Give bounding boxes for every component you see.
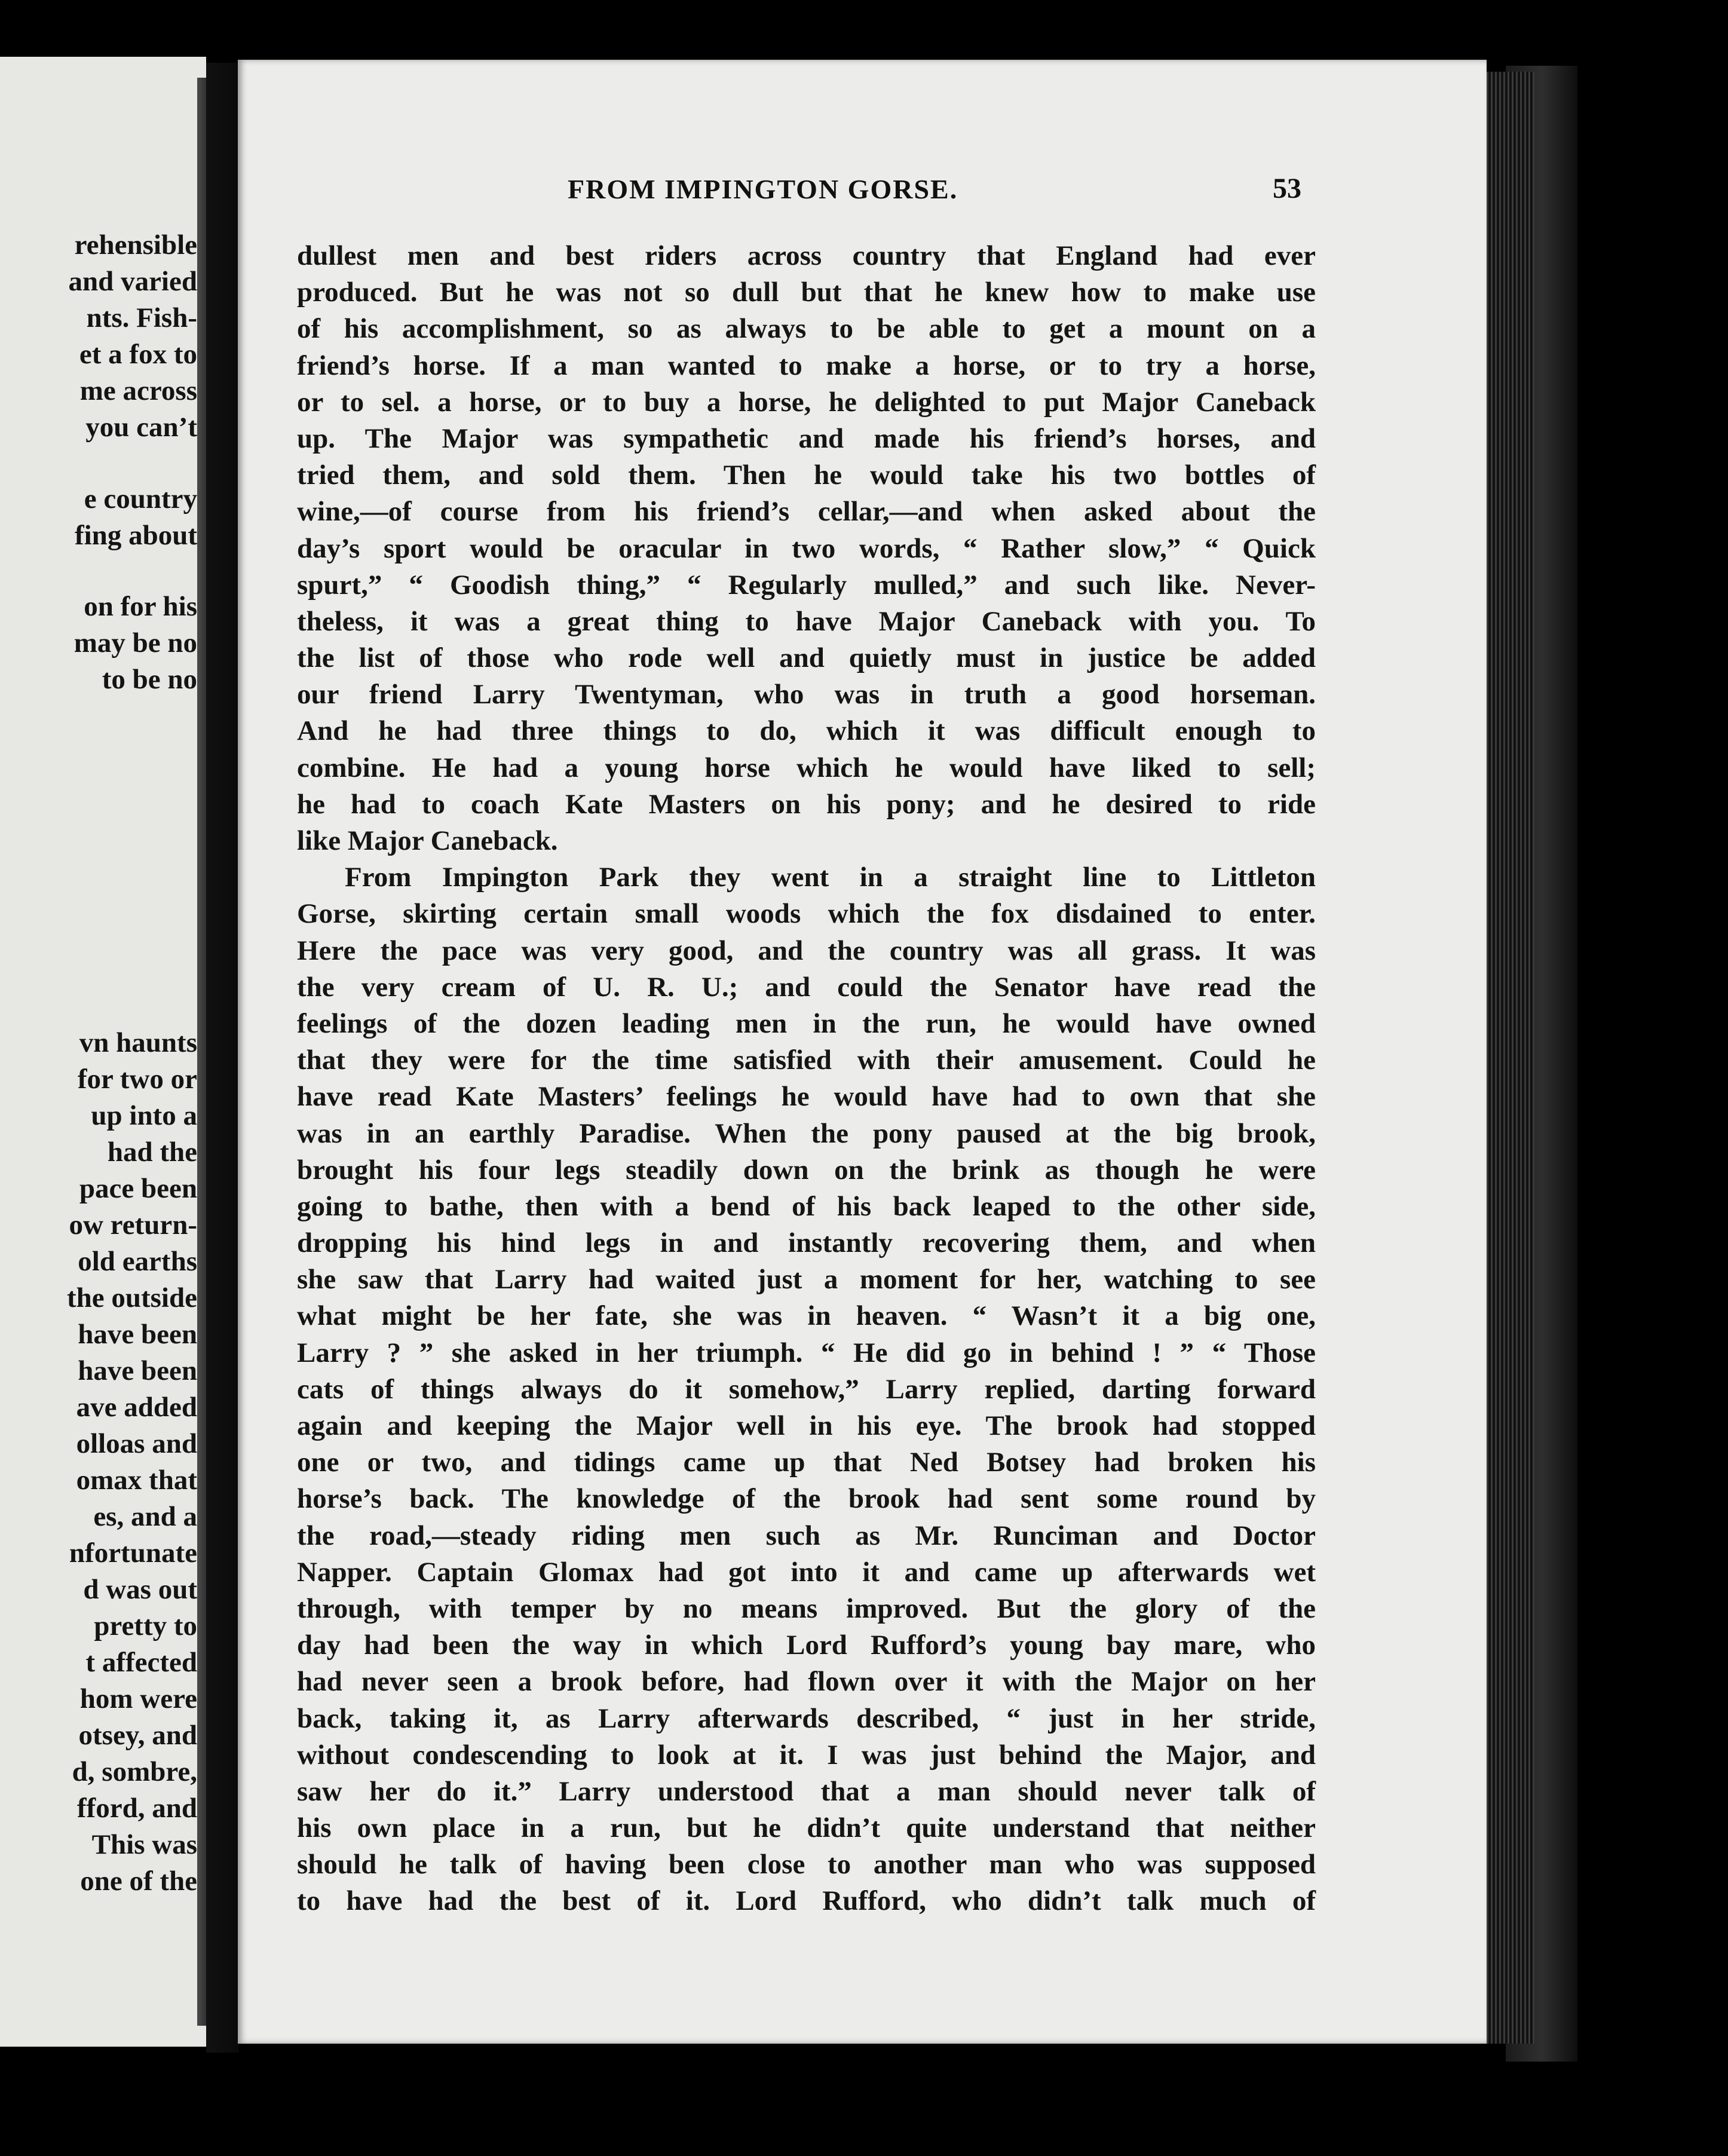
body-line: Napper. Captain Glomax had got into it and came up afterwards wet [297,1556,1316,1588]
left-page-line: d was out [83,1574,197,1605]
left-page-line: for two or [77,1064,197,1095]
body-line: without condescending to look at it. I was just behind the Major, and [297,1739,1316,1771]
body-line: And he had three things to do, which it was difficult enough to [297,715,1316,747]
body-line: spurt,” “ Goodish thing,” “ Regularly mulled,” and such like. Never- [297,569,1316,601]
left-page-line: e country [84,483,197,514]
left-page-line: me across [79,375,197,406]
body-line: going to bathe, then with a bend of his back leaped to the other side, [297,1190,1316,1222]
body-line: friend’s horse. If a man wanted to make a horse, or to try a horse, [297,350,1316,381]
body-line: she saw that Larry had waited just a moment for her, watching to see [297,1264,1316,1296]
body-line: the very cream of U. R. U.; and could the Senator have read the [297,971,1316,1003]
body-line: saw her do it.” Larry understood that a man should never talk of [297,1775,1316,1807]
body-line: was in an earthly Paradise. When the pony paused at the big brook, [297,1117,1316,1149]
left-page-line: pace been [79,1173,197,1204]
left-page-line: fford, and [76,1793,197,1824]
body-line: that they were for the time satisfied with their amusement. Could he [297,1045,1316,1076]
left-page-line: you can’t [85,412,197,443]
body-line: dullest men and best riders across country that England had ever [297,240,1316,271]
left-page-line: the outside [66,1282,197,1313]
body-line: he had to coach Kate Masters on his pony; and he desired to ride [297,788,1316,820]
body-line: again and keeping the Major well in his eye. The brook had stopped [297,1410,1316,1441]
body-line: wine,—of course from his friend’s cellar,—and when asked about the [297,496,1316,528]
left-page-line: have been [78,1355,197,1386]
body-line: our friend Larry Twentyman, who was in truth a good horseman. [297,679,1316,710]
left-page-line: had the [107,1137,197,1168]
body-line: the list of those who rode well and quietly must in justice be added [297,642,1316,674]
body-line: had never seen a brook before, had flown over it with the Major on her [297,1666,1316,1698]
body-line: brought his four legs steadily down on the brink as though he were [297,1154,1316,1186]
body-line: of his accomplishment, so as always to be able to get a mount on a [297,313,1316,345]
body-line: horse’s back. The knowledge of the brook had sent some round by [297,1483,1316,1515]
body-line: Gorse, skirting certain small woods which the fox disdained to enter. [297,898,1316,930]
book-spine-shadow [206,63,239,2053]
body-line: like Major Caneback. [297,825,558,856]
page-number: 53 [1273,173,1301,204]
body-line: dropping his hind legs in and instantly recovering them, and when [297,1227,1316,1259]
body-line: Larry ? ” she asked in her triumph. “ He did go in behind ! ” “ Those [297,1337,1316,1368]
body-line: should he talk of having been close to another man who was supposed [297,1849,1316,1881]
page-body-text [297,238,1316,1920]
body-line: produced. But he was not so dull but that he knew how to make use [297,277,1316,308]
body-line: cats of things always do it somehow,” Larry replied, darting forward [297,1373,1316,1405]
body-line: tried them, and sold them. Then he would take his two bottles of [297,460,1316,491]
left-page-line: This was [91,1829,197,1860]
left-page-line: ave added [76,1392,197,1423]
left-page-line: fing about [74,520,197,551]
left-page-line: vn haunts [79,1027,197,1058]
left-page-line: rehensible [74,229,197,261]
left-page-line: old earths [78,1246,197,1277]
left-page-line: hom were [79,1683,197,1714]
body-line: his own place in a run, but he didn’t quite understand that neither [297,1812,1316,1844]
left-page-line: nts. Fish- [86,302,197,333]
body-line: day had been the way in which Lord Rufford’s young bay mare, who [297,1630,1316,1661]
body-line: what might be her fate, she was in heaven. “ Wasn’t it a big one, [297,1300,1316,1332]
body-line: feelings of the dozen leading men in the run, he would have owned [297,1007,1316,1039]
left-page-fragment [6,589,197,698]
left-page-line: et a fox to [79,339,197,370]
body-line: through, with temper by no means improved. But the glory of the [297,1592,1316,1624]
left-page-line: and varied [68,266,197,297]
body-line: theless, it was a great thing to have Major Caneback with you. To [297,605,1316,637]
left-page-line: t affected [85,1647,197,1678]
body-line: up. The Major was sympathetic and made his friend’s horses, and [297,422,1316,454]
body-line: day’s sport would be oracular in two words, “ Rather slow,” “ Quick [297,532,1316,564]
body-line: Here the pace was very good, and the country was all grass. It was [297,935,1316,966]
left-page-fragment [6,1025,197,1900]
left-page-line: omax that [76,1465,197,1496]
body-line: back, taking it, as Larry afterwards described, “ just in her stride, [297,1702,1316,1734]
left-page-line: to be no [102,664,197,695]
body-line: one or two, and tidings came up that Ned Botsey had broken his [297,1447,1316,1478]
body-line: combine. He had a young horse which he would have liked to sell; [297,752,1316,783]
left-page-line: ow return- [69,1209,197,1241]
left-page-fragment [6,227,197,446]
left-page-line: may be no [73,627,197,659]
running-title: FROM IMPINGTON GORSE. [568,174,958,204]
left-page-line: olloas and [76,1428,197,1459]
left-page-line: otsey, and [78,1720,197,1751]
page-edges [1487,72,1534,2044]
body-line: the road,—steady riding men such as Mr. Runciman and Doctor [297,1520,1316,1551]
body-line: to have had the best of it. Lord Rufford, who didn’t talk much of [297,1885,1316,1917]
left-page-line: have been [78,1319,197,1350]
left-page-line: nfortunate [69,1538,197,1569]
left-page-line: es, and a [93,1501,197,1532]
left-page-line: up into a [91,1100,197,1131]
left-page-line: pretty to [94,1610,197,1642]
body-line: or to sel. a horse, or to buy a horse, he delighted to put Major Caneback [297,386,1316,418]
left-page-line: on for his [84,591,197,622]
left-page-line: d, sombre, [72,1756,197,1787]
left-page-fragment [6,481,197,554]
body-line: From Impington Park they went in a straight line to Littleton [345,862,1316,893]
left-page-line: one of the [80,1866,197,1897]
body-line: have read Kate Masters’ feelings he would have had to own that she [297,1081,1316,1113]
